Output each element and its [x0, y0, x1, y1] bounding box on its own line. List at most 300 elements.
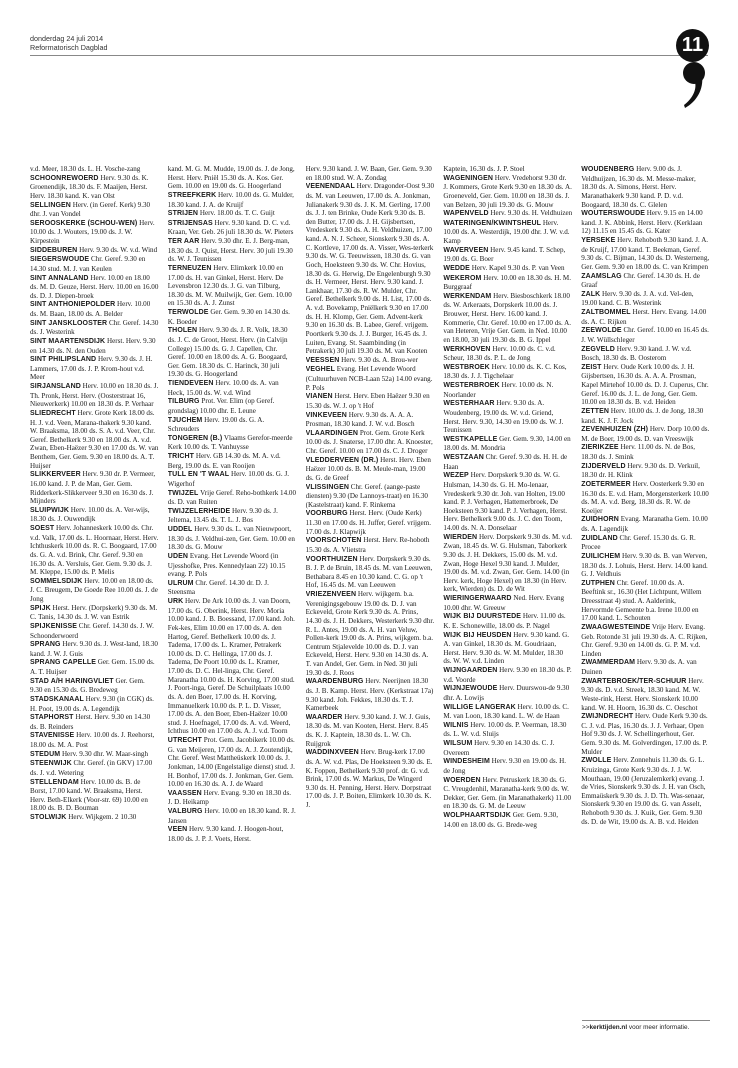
service-details: Herv. Evang. 9.30 en 18.30 ds. J. D. Heikamp: [167, 788, 292, 807]
service-details: Herst. Herv. Eben Haëzer 10.00 ds. B. M. Meule-man, 19.00 ds. G. de Greef: [305, 455, 431, 482]
service-entry: [443, 246, 572, 264]
place-name: WIJNJEWOUDE: [443, 685, 498, 693]
service-entry: [443, 345, 572, 363]
service-entry: [581, 290, 710, 308]
service-entry: [306, 429, 435, 456]
service-entry: [443, 757, 572, 775]
column-3: [306, 165, 435, 1027]
service-entry: [581, 623, 710, 659]
service-details: Herv. 9.30 ds. H. Veldhuizen: [490, 209, 573, 218]
service-details: Herv. De Ark 10.00 ds. J. van Doorn, 17.00 ds. G. Oberink, Herst. Herv. Moria 10.00 kand. J. B. Boessand, 17.00 kand. Joh. Fek-kes, Elim 10.00 en 17.00 ds. A. den Hartog, Geref. Bethelkerk 10.00 ds. J. Tadema, 17.00 ds. L. Kramer, Petrakerk 10.00 ds. D. C. Hellinga, 17.00 ds. J. Tadema, De Poort 10.00 ds. L. Kramer, 17.00 ds. D. C. Hel-linga, Chr. Geref. Maranatha 10.00 ds. H. Korving, 17.00 stud. J. Poort-inga, Geref. De Schuilplaats 10.00 ds. A. den Boer, 17.00 ds. H. Korving, Immanuelkerk 10.00 ds. P. L. D. Visser, 17.00 ds. A. den Boer, Eben-Haëzer 10.00 stud. J. Hoefnagel, 17.00 ds. A. v.d. Weerd, Ichthus 10.00 en 17.00 ds. A. J. v.d. Toorn: [167, 597, 295, 736]
place-name: WOUTERSWOUDE: [581, 210, 645, 218]
place-name: ZALK: [581, 290, 601, 298]
service-details: Herv. Biesboschkerk 18.00 ds. W. Arkeraats, Dorpskerk 10.00 ds. J. Brouwer, Herst. Herv. 16.00 kand. J. Kommerie, Chr. Geref. 10.00 en 17.00 ds. A. van Heteren, Vrije Ger. Gem. in Ned. 10.00 en 18.00, 30 juli 19.30 ds. B. G. Ippel: [443, 291, 572, 344]
service-details: Herv. 9.30 dr. P. Vermeer, 16.00 kand. J. P. de Man, Ger. Gem. Ridderkerk-Slikkerveer 9.30 en 16.30 ds. J. Mijnders: [30, 470, 156, 506]
service-entry: [30, 319, 159, 337]
service-details: Chr. Geref. 14.30 ds. J. W. Schoonderwoerd: [30, 621, 154, 640]
place-name: TULL EN 'T WAAL: [167, 471, 230, 479]
service-details: Herv. 9.30 ds. L. van Nieuwpoort, 18.30 ds. J. Veldhui-zen, Ger. Gem. 10.00 en 18.30 ds. G. Mouw: [167, 525, 295, 552]
service-entry: [581, 165, 710, 209]
service-entry: [30, 695, 159, 713]
service-details: Chr. Geref. 9.30 ds. H. H. de Haan: [443, 453, 568, 471]
service-entry: [30, 255, 159, 273]
service-details: Chr. Geref. 10.00 en 16.45 ds. J. W. Wüllschleger: [581, 326, 709, 344]
service-entry: [306, 748, 435, 809]
service-details: Vrije Geref. Reho-bothkerk 14.00 ds. D. van Ruiten: [167, 488, 297, 507]
service-entry: [306, 509, 435, 536]
service-entry: [443, 274, 572, 292]
place-name: VOORSCHOTEN: [305, 537, 362, 545]
place-name: WOERDEN: [443, 776, 481, 784]
service-entry: [30, 300, 159, 318]
service-details: Herv. 10.00 ds. A. Westerdijk, 19.00 dhr. J. W. v.d. Kamp: [443, 218, 570, 245]
service-entry: [306, 536, 435, 554]
place-name: STAPHORST: [30, 714, 74, 722]
place-name: VEEN: [167, 826, 188, 834]
service-details: Herv. Oosterkerk 9.30 en 16.30 ds. E. v.d. Ham, Morgensterkerk 10.00 ds. M. A. v.d. Berg, 18.30 ds. R. W. de Koeijer: [581, 479, 709, 515]
place-name: ZEEWOLDE: [581, 327, 622, 335]
service-entry: [168, 416, 297, 434]
column-5: [581, 165, 710, 1027]
service-details: Herv. 9.30 ds. A. Brou-wer: [341, 355, 418, 364]
column-4: [443, 165, 572, 1027]
service-entry: [581, 756, 710, 826]
service-details: Chr. Geref. (aange-paste diensten) 9.30 (De Lannoys-traat) en 16.30 (Kastelstraat) kand. F. Rinkema: [305, 482, 428, 509]
service-details: v.d. Meer, 18.30 ds. L. H. Vosche-zang: [30, 165, 141, 173]
place-name: ZWAMMERDAM: [581, 659, 636, 667]
service-entry: [30, 174, 159, 201]
place-name: VIANEN: [305, 393, 333, 401]
place-name: WESTZAAN: [443, 454, 484, 461]
service-entry: [306, 590, 435, 677]
service-details: Herv. 10.00 ds. J. de Jong, 18.30 kand. K. J. F. Jock: [581, 406, 704, 425]
service-details: Chr. Geref. 14.30 dr. D. J. Steensma: [167, 578, 269, 597]
service-details: Ger. Gem. 9.30, 14.00 en 18.00 ds. G. Brede-weg: [443, 811, 558, 829]
place-name: VLISSINGEN: [305, 483, 349, 491]
service-entry: [168, 219, 297, 237]
service-details: Herv. Rehoboth 9.30 kand. J. A. de Kruijf, 17.00 kand. T. Beekman, Geref. 9.30 ds. C. Bijman, 14.30 ds. D. Westerneng, Ger. Gem. 9.30 en 18.00 ds. C. van Krimpen: [581, 236, 710, 271]
place-name: ZWAAGWESTEINDE: [581, 623, 651, 631]
publication-name: Reformatorisch Dagblad: [30, 43, 108, 52]
service-entry: [306, 456, 435, 483]
service-details: kand. M. G. M. Mudde, 19.00 ds. J. de Jong, Herst. Herv. Pniël 15.30 ds. A. Kos. Ger. Gem. 10.00 en 19.00 ds. G. Hoogerland: [167, 165, 295, 191]
place-name: THOLEN: [167, 327, 198, 335]
service-details: Herv. 10.00 ds. J. Reehorst, 18.00 ds. M. A. Post: [30, 731, 155, 749]
service-entry: [581, 407, 710, 425]
service-details: Herv. 9.30 en 14.30 ds. C. J. Overeem: [443, 739, 555, 757]
service-entry: [306, 356, 435, 366]
service-details: Herv. 10.00 ds. A. Ver-wijs, 18.30 ds. J. Ouwendijk: [30, 505, 150, 524]
service-details: Ger. Gem. 15.00 ds. A. T. Huijser: [30, 658, 155, 676]
service-entry: [581, 712, 710, 756]
service-entry: [581, 326, 710, 344]
service-entry: [581, 462, 710, 480]
place-name: ZOETERMEER: [581, 480, 631, 488]
place-name: SOEST: [30, 525, 55, 532]
place-name: ZWIJNDRECHT: [581, 713, 634, 721]
place-name: SPRANG: [30, 641, 61, 649]
service-entry: [443, 399, 572, 435]
service-entry: [581, 480, 710, 516]
service-details: Herv. Neerijnen 18.30 ds. J. B. Kamp. Herst. Herv. (Kerkstraat 17a) 9.30 kand. Joh. Fekkes, 18.30 ds. T. J. Kamerbeek: [305, 677, 434, 713]
service-details: Herv. 9.30 ds. J. A. v.d. Vel-den, 19.00 kand. C. B. Westerink: [581, 289, 694, 308]
service-entry: [581, 658, 710, 676]
service-entry: [168, 825, 297, 843]
place-name: STRIJEN: [167, 210, 199, 218]
service-entry: [443, 684, 572, 702]
place-name: WERKENDAM: [443, 292, 492, 300]
service-entry: [168, 579, 297, 597]
place-name: ZUILICHEM: [581, 552, 621, 560]
place-name: WIJNGAARDEN: [443, 667, 498, 674]
service-entry: [30, 778, 159, 814]
footer-prefix: >>: [582, 1024, 590, 1031]
service-details: Herv. 9.30 ds. A. Woudenberg, 19.00 ds. W. v.d. Griend, Herst. Herv. 9.30, 14.30 en 19.00 ds. W. J. Teunissen: [443, 399, 564, 435]
place-name: WAPENVELD: [443, 210, 489, 218]
place-name: SEROOSKERKE (SCHOU-WEN): [30, 219, 138, 227]
service-entry: [30, 677, 159, 695]
service-details: Herv. 10.00 ds. P. Veerman, 18.30 ds. L. W. v.d. Sluijs: [443, 720, 567, 739]
place-name: UDEN: [167, 552, 189, 560]
service-entry: [168, 379, 297, 397]
service-details: Ger. Gem. 9.30 en 14.30 ds. K. Boeder: [167, 308, 290, 326]
service-entry: [168, 308, 297, 326]
place-name: ZETTEN: [581, 407, 610, 415]
service-details: Herv. 10.00 ds. C. M. van Loon, 18.30 kand. L. W. de Haan: [443, 702, 569, 721]
place-name: TWIJZEL: [167, 489, 199, 497]
place-name: ZWARTEBROEK/TER-SCHUUR: [581, 677, 687, 685]
place-name: VEENENDAAL: [305, 183, 355, 191]
service-entry: [168, 264, 297, 308]
place-name: WAVERVEEN: [443, 246, 489, 254]
place-name: UTRECHT: [167, 737, 202, 744]
place-name: SIRJANSLAND: [30, 383, 81, 390]
place-name: SLIEDRECHT: [30, 409, 76, 417]
service-entry: [168, 470, 297, 488]
service-details: Ger. Gem. 9.30 en 15.30 ds. G. Bredeweg: [30, 676, 145, 695]
service-details: Herv. Kapel 9.30 ds. P. van Veen: [471, 263, 565, 272]
place-name: WEDDE: [443, 264, 470, 272]
service-entry: [581, 363, 710, 407]
service-details: Herv. 10.00 ds. A. van Heck, 15.00 ds. W. v.d. Wind: [167, 379, 279, 397]
service-entry: [30, 274, 159, 301]
place-name: SINT ANNALAND: [30, 274, 89, 282]
place-name: VLEDDERVEEN (DR.): [305, 456, 379, 464]
service-entry: [168, 736, 297, 789]
service-entry: [443, 594, 572, 612]
service-details: Herv. 10.00 ds. G. Mulder, 18.30 kand. J. A. de Kruijf: [167, 190, 294, 209]
place-name: SIEGERSWOUDE: [30, 256, 90, 264]
service-entry: [443, 739, 572, 757]
service-entry: [306, 165, 435, 182]
service-details: Herv. GB 14.30 ds. M. A. v.d. Berg, 19.00 ds. E. van Rooijen: [167, 452, 281, 470]
service-entry: [443, 471, 572, 532]
service-details: Herv. Dorp 10.00 ds. M. de Boer, 19.00 ds. D. van Vreeswijk: [581, 425, 710, 443]
service-details: Herv. 10.00 ds. G. J. Wigerhof: [167, 470, 290, 488]
service-details: Herv. 9.30 dhr. W. Maar-singh: [61, 749, 149, 758]
service-details: Herst. Herv. 9.30 en 14.30 ds. N. den Ouden: [30, 336, 156, 355]
service-details: Herv. Oude Kerk 10.00 ds. J. H. Gijsbertsen, 16.30 ds. A. A. A. Prosman, Kapel Mirtehof 10.00 ds. D. J. Cuperus, Chr. Geref. 16.00 ds. J. L. de Jong, Ger. Gem. 10.00 en 18.30 ds. B. v.d. Heiden: [581, 362, 709, 407]
place-name: WILSUM: [443, 740, 473, 747]
service-entry: [168, 237, 297, 264]
service-details: Herv. 9.30 kand. J. W. Baan, Ger. Gem. 9.30 en 18.00 stud. W. A. Zondag: [305, 165, 432, 182]
place-name: SOMMELSDIJK: [30, 577, 83, 585]
service-entry: [168, 434, 297, 452]
service-details: Evang. Het Levende Woord (Cultuurhuven NCB-Laan 52a) 14.00 evang. P. Pols: [305, 365, 433, 392]
issue-date: donderdag 24 juli 2014: [30, 34, 104, 43]
service-details: Herv. 9.45 kand. T. Schep, 19.00 ds. G. Boer: [443, 245, 566, 264]
service-entry: [581, 534, 710, 552]
place-name: VOORTHUIZEN: [305, 555, 358, 563]
place-name: SPIJKENISSE: [30, 622, 78, 630]
page-header: [30, 34, 108, 52]
service-details: Herv. 9.30 ds. W. v.d. Wind: [79, 245, 158, 254]
service-entry: [30, 165, 159, 174]
place-name: SPIJK: [30, 604, 51, 612]
service-entry: [30, 219, 159, 246]
service-entry: [443, 776, 572, 812]
service-details: Herv. 10.00 en 18.00 ds. J. C. Breugem, De Goede Ree 10.00 ds. J. de Jong: [30, 576, 158, 603]
service-details: Herv. Dragonder-Oost 9.30 ds. M. van Leeuwen, 17.00 ds. A. Jonkman, Julianakerk 9.30 ds. J. K. M. Gerling, 17.00 ds. J. J. ten Brinke, Oude Kerk 9.30 ds. B. den Butter, 17.00 ds. J. H. Gijsbertsen, Vredeskerk 9.30 ds. A. H. Veldhuizen, 17.00 kand. A. N. J. Scheer, Sionskerk 9.30 ds. A. C. Kortleve, 17.00 ds. A. Visser, Wes-terkerk 9.30 ds. W. G. Teeuwissen, 18.30 ds. G. van Goch, Hoeksteen 9.30 ds. W. Chr. Hovius, 18.30 ds. G. Herwig, De Engelenburgh 9.30 ds. H. Vermeer, Herst. Herv. 9.30 kand. J. Lankhaar, 17.30 ds. R. W. Mulder, Chr. Geref. Bethelkerk 9.00 ds. H. List, 17.00 ds. A. v.d. Bovekamp, Pniëlkerk 9.30 en 17.00 ds. H. H. Klomp, Ger. Gem. Advent-kerk 9.30 en 16.30 ds. B. Labee, Geref. vrijgem. Poortkerk 9.30 ds. J. J. Burger, 16.45 ds. J. Luiten, Evang. St. Saambinding (in Petrakerk) 30 juli 19.30 ds. M. van Kooten: [305, 182, 435, 356]
footer-note: [582, 1024, 689, 1031]
service-details: Herv. 9.30 ds. B. van Werven, 18.30 ds. J. Lohuis, Herst. Herv. 14.00 kand. G. J. Veldhuis: [581, 551, 708, 579]
service-details: Herst. Herv. (Oude Kerk) 11.30 en 17.00 ds. H. Juffer, Geref. vrijgem. 17.00 ds. J. Klapwijk: [305, 509, 431, 536]
place-name: ZEVENHUIZEN (ZH): [581, 426, 649, 434]
place-name: VEGHEL: [305, 366, 335, 374]
footer-suffix: voor meer informatie.: [627, 1024, 690, 1031]
service-entry: [443, 219, 572, 246]
service-entry: [30, 604, 159, 622]
place-name: WAGENINGEN: [443, 174, 494, 182]
service-entry: [581, 209, 710, 236]
service-entry: [168, 191, 297, 209]
service-details: Herst. Herv. Evang. 14.00 ds. A. C. Rijken: [581, 308, 707, 326]
service-entry: [443, 453, 572, 471]
service-entry: [306, 555, 435, 591]
service-details: Chr. Geref. 9.30 en 14.30 stud. M. J. van Keulen: [30, 255, 146, 273]
service-entry: [443, 533, 572, 594]
service-details: Herv. 9.30 kand. D. C. v.d. Kraan, Ver. Geb. 26 juli 18.30 ds. W. Pieters: [167, 218, 294, 237]
service-details: Evang. Het Levende Woord (in Ujesshofke, Pres. Kennedylaan 22) 10.15 evang. P. Pols: [167, 551, 286, 579]
service-details: Herst. Herv. (Dorpskerk) 9.30 ds. M. C. Tanis, 14.30 ds. J. W. van Estrik: [30, 603, 158, 622]
service-details: Herv. Duurswou-de 9.30 dhr. A. Lowijs: [443, 684, 570, 702]
footer-rule: [582, 1020, 710, 1021]
service-details: Herv. 9.30 en 19.00 ds. H. de Jong: [443, 757, 567, 775]
service-entry: [443, 264, 572, 274]
service-entry: [443, 703, 572, 721]
service-details: Herv. 10.00 ds. J. Wouters, 19.00 ds. J. W. Kirpestein: [30, 218, 155, 245]
place-name: WATERINGEN/KWINTSHEUL: [443, 219, 542, 227]
service-entry: [30, 409, 159, 470]
service-entry: [168, 452, 297, 470]
service-details: Prot. Gem. Jacobikerk 10.00 ds. G. van Meijeren, 17.00 ds. A. J. Zoutendijk, Chr. Geref. West Mattheüskerk 10.00 ds. J. Jonkman, 14.00 (Engelstalige dienst) stud. J. H. Bonhof, 17.00 ds. J. Jonkman, Ger. Gem. 10.00 en 16.30 ds. A. J. de Waard: [167, 736, 295, 789]
service-details: Herv. Brug-kerk 17.00 ds. A. W. v.d. Plas, De Hoeksteen 9.30 ds. E. K. Foppen, Bethelkerk 9.30 prof. dr. G. v.d. Brink, 17.00 ds. W. Markus, De Wingerd 9.30 ds. H. Penning, Herst. Herv. Dorpstraat 17.00 ds. J. P. Boiten, Elimkerk 10.30 ds. K. J.: [305, 748, 433, 809]
service-entry: [30, 524, 159, 577]
service-entry: [30, 577, 159, 604]
service-details: Evang. Maranatha Gem. 10.00 ds. A. Lagendijk: [581, 515, 708, 533]
service-entry: [30, 337, 159, 355]
service-details: Chr. Geref. 14.30 ds. H. de Graaf: [581, 271, 700, 290]
service-details: Prot. Ver. Elim (op Geref. grondslag) 10.00 dhr. E. Leune: [167, 397, 275, 415]
service-entry: [581, 425, 710, 443]
service-details: Herv. 9.30 kand. J. W. v.d. Bosch, 18.30 ds. B. Oosterom: [581, 344, 692, 363]
place-name: WOUDENBERG: [581, 166, 635, 173]
place-name: STAVENISSE: [30, 732, 75, 740]
place-name: WEZEP: [443, 472, 469, 480]
place-name: STEENWIJK: [30, 760, 72, 768]
place-name: ZUIDLAND: [581, 534, 618, 542]
service-details: Herv. 10.00 ds. B. de Borst, 17.00 kand. W. Braaksma, Herst. Herv. Beth-Elkerk (Voor-str. 69) 10.00 en 18.00 ds. B. D. Bouman: [30, 777, 148, 813]
service-details: Herst. Herv. 9.30 en 14.30 ds. B. Reinders: [30, 713, 151, 731]
place-name: ULRUM: [167, 579, 194, 587]
place-name: WESTBROEK: [443, 363, 490, 371]
service-entry: [581, 345, 710, 363]
service-entry: [443, 612, 572, 630]
service-details: Herv. Vredehorst 9.30 dr. J. Kommers, Grote Kerk 9.30 en 18.30 ds. A. Groeneveld, Ger. Gem. 10.00 en 18.30 ds. J. van Belzen, 30 juli 19.30 ds. G. Mouw: [443, 173, 572, 209]
service-entry: [581, 272, 710, 290]
service-entry: [443, 666, 572, 684]
place-name: SLIKKERVEER: [30, 471, 81, 479]
service-entry: [168, 489, 297, 507]
service-details: Herv. 10.00 en 18.30 ds. J. Th. Pronk, Herst. Herv. (Oosterstraat 16, Nieuwerkerk) 10.00 en 18.30 ds. P. Verhaar: [30, 382, 159, 409]
service-entry: [168, 209, 297, 219]
service-details: Herv. Johanneskerk 10.00 ds. Chr. v.d. Valk, 17.00 ds. L. Hoornaar, Herst. Herv. Ichthuskerk 10.00 ds. R. C. Boogaard, 17.00 ds. G. A. v.d. Brink, Chr. Geref. 9.30 en 16.30 ds. A. Versluis, Ger. Gem. 9.30 ds. J. M. Kleppe, 15.00 ds. P. Melis: [30, 524, 159, 577]
service-entry: [443, 381, 572, 399]
service-entry: [581, 579, 710, 623]
service-entry: [581, 308, 710, 326]
service-entry: [443, 165, 572, 174]
place-name: YERSEKE: [581, 237, 616, 244]
place-name: TWIJZELERHEIDE: [167, 507, 231, 515]
service-entry: [30, 355, 159, 382]
service-entry: [581, 677, 710, 713]
place-name: VEESSEN: [305, 356, 340, 364]
service-details: Herv. 10.00 en 18.30 kand. R. J. Jansen: [167, 807, 296, 825]
place-name: WADDINXVEEN: [305, 749, 359, 757]
service-details: Herv. 9.30 ds. J. H. Lammers, 17.00 ds. J. P. Krom-hout v.d. Meer: [30, 355, 153, 382]
service-details: Herv. Zonnehuis 11.30 ds. G. L. Kruizinga, Grote Kerk 9.30 ds. J. J. W. Mouthaan, 19.00 (Jeruzalemkerk) evang. J. de Vries, Sionskerk 9.30 ds. J. H. van Osch, Emmaüskerk 9.30 ds. J. D. Th. Was-senaar, Sionskerk 9.30 en 19.00 ds. G. van Asselt, Rehoboth 9.30 ds. J. Kuik, Ger. Gem. 9.30 ds. D. de Wit, 19.00 ds. A. B. v.d. Heiden: [581, 756, 706, 826]
place-name: SCHOONREWOERD: [30, 174, 99, 182]
service-details: Herv. Grote Kerk 18.00 ds. H. J. v.d. Veen, Marana-thakerk 9.30 kand. W. Braaksma, 18.00 ds. S. A. v.d. Veer, Chr. Geref. Bethelkerk 9.30 en 18.00 ds. A. v.d. Zwan, Eben-Haëzer 9.30 en 17.00 ds. W. van Benthem, Ger. Gem. 9.30 en 18.00 ds. A. T. Huijser: [30, 408, 159, 470]
service-entry: [168, 525, 297, 552]
place-name: TER AAR: [167, 238, 200, 245]
service-details: Herv. 9.30 ds. K. Groenendijk, 18.30 ds. F. Maaijen, Herst. Herv. 18.30 kand. K. van Olst: [30, 173, 149, 200]
service-details: Herv. 10.00 en 18.00 ds. M. D. Geuze, Herst. Herv. 10.00 en 16.00 ds. D. J. Diepen-broek: [30, 273, 159, 300]
service-details: Herv. 9.30 dhr. E. J. Berg-man, 18.30 ds. J. Quist, Herst. Herv. 30 juli 19.30 ds. W. J. Teunissen: [167, 237, 293, 264]
place-name: ZWOLLE: [581, 757, 612, 765]
service-details: Herv. 10.00 ds. C. v.d. Scheur, 18.30 ds. P. L. de Jong: [443, 344, 556, 363]
service-entry: [168, 807, 297, 825]
service-entry: [581, 236, 710, 272]
service-details: Herv. 9.30 ds. A. A. A. Prosman, 18.30 kand. J. W. v.d. Bosch: [305, 410, 415, 429]
service-entry: [168, 789, 297, 807]
service-details: Herv. wijkgem. b.a. Verenigingsgebouw 19.00 ds. D. J. van Eckeveld, Grote Kerk 9.30 ds. A. Prins, 14.30 ds. J. H. Dekkers, Westerkerk 9.30 dhr. R. L. Antes, 19.00 ds. A. H. van Veluw, Pollen-kerk 19.00 ds. A. Prins, wijkgem. b.a. Centrum Stjalevelde 10.00 ds. D. J. van Eckeveld, Herst. Herv. 9.30 en 14.30 ds. A. T. van Andel, Ger. Gem. in Ned. 30 juli 19.30 ds. J. Roos: [305, 590, 435, 677]
place-name: UDDEL: [167, 526, 193, 533]
place-name: URK: [167, 598, 184, 605]
service-details: Herv. 11.00 ds. K. E. Schonewille, 18.00 ds. P. Nagel: [443, 612, 566, 630]
service-entry: [306, 182, 435, 356]
service-details: Herv. 9.30 kand. G. A. van Ginkel, 18.30 ds. M. Goudriaan, Herst. Herv. 9.30 ds. W. M. Mulder, 18.30 ds. W. W. v.d. Linden: [443, 630, 569, 666]
service-details: Herv. 9.30 kand. J. W. J. Guis, 18.30 ds. M. van Kooten, Herst. Herv. 8.45 ds. K. J. Kaptein, 18.30 ds. L. W. Ch. Ruijgrok: [305, 712, 431, 748]
place-name: WIJK BIJ DUURSTEDE: [443, 613, 522, 621]
place-name: VLAARDINGEN: [305, 429, 359, 437]
place-name: ZEGVELD: [581, 345, 615, 353]
service-details: Herv. 19.00 ds. G. A. Schreuders: [167, 415, 265, 434]
service-entry: [30, 813, 159, 823]
service-entry: [443, 174, 572, 210]
service-details: Herv. 9.30 kand. J. Hoogen-hout, 18.00 ds. J. P. J. Voets, Herst.: [167, 825, 284, 843]
place-name: TERNEUZEN: [167, 264, 212, 272]
place-name: TJUCHEM: [167, 416, 203, 424]
place-name: WIERINGERWAARD: [443, 595, 512, 602]
place-name: SINT MAARTENSDIJK: [30, 337, 106, 345]
service-details: Herv. 9.30 en 18.30 ds. P. v.d. Voorde: [443, 666, 572, 684]
place-name: TONGEREN (B.): [167, 434, 223, 442]
place-name: STOLWIJK: [30, 814, 67, 821]
service-entry: [168, 507, 297, 525]
place-name: SINT PHILIPSLAND: [30, 356, 97, 364]
place-name: ZIJDERVELD: [581, 462, 626, 470]
service-details: Chr. Geref. 14.30 ds. J. Westerink: [30, 318, 159, 337]
service-details: Herv. 18.00 ds. T. C. Guijt: [199, 209, 275, 218]
place-name: ZEIST: [581, 363, 602, 371]
service-entry: [168, 397, 297, 415]
service-details: Herv. 10.00 ds. M. Baan, 18.00 ds. A. Belder: [30, 300, 151, 318]
service-entry: [443, 363, 572, 381]
service-entry: [30, 658, 159, 676]
kerktijden-link[interactable]: kerktijden.nl: [589, 1024, 628, 1031]
service-details: Herv. 9.30 ds. J. West-land, 18.30 kand. J. W. J. Guis: [30, 640, 158, 658]
service-entry: [306, 677, 435, 713]
service-entry: [306, 411, 435, 429]
place-name: ZUIDHORN: [581, 516, 619, 524]
service-details: Herv. Dorpskerk 9.30 ds. W. G. Hulsman, 14.30 ds. G. H. Mo-lenaar, Vredeskerk 9.30 dr. Joh. van Holten, 19.00 kand. P. J. Verhagen, Hattemerbroek, De Hoeksteen 9.30 kand. P. J. Verhagen, Herst. Herv. Bethelkerk 9.00 ds. J. C. den Toom, 14.00 ds. N. A. Donselaar: [443, 471, 567, 532]
service-details: Herv. 9.15 en 14.00 kand. J. K. Abbink, Herst. Herv. (Kerklaan 12) 11.15 en 15.45 ds. G. Kater: [581, 209, 703, 236]
service-details: Herv. 9.30 ds. J. Jeltema, 13.45 ds. T. L. J. Bos: [167, 506, 278, 525]
place-name: TRICHT: [167, 453, 195, 460]
service-entry: [30, 201, 159, 219]
place-name: ZALTBOMMEL: [581, 309, 631, 316]
place-name: WIERDEN: [443, 533, 478, 541]
service-entry: [30, 506, 159, 524]
service-details: Herv. Elimkerk 10.00 en 17.00 ds. H. van Ginkel, Herst. Herv. De Levensbron 12.30 ds. J. G. van Tilburg, 18.30 ds. M. W. Muilwijk, Ger. Gem. 10.00 en 15.30 ds. A. J. Zunst: [167, 263, 292, 308]
service-entry: [581, 443, 710, 461]
service-entry: [306, 365, 435, 392]
service-details: Herv. 9.30 ds. D. Verkuil, 18.30 dr. H. Klink: [581, 461, 700, 480]
place-name: SPRANG CAPELLE: [30, 659, 96, 667]
service-details: Herv. 10.00 ds. K. C. Kos, 18.30 ds. J. J. Tigchelaar: [443, 362, 567, 381]
place-name: WOLPHAARTSDIJK: [443, 812, 511, 819]
service-entry: [443, 292, 572, 345]
place-name: SINT ANTHONIEPOLDER: [30, 301, 116, 309]
place-name: WESTERBROEK: [443, 382, 500, 389]
place-name: WAARDER: [305, 713, 343, 721]
place-name: ZAAMSLAG: [581, 272, 622, 280]
place-name: STREEFKERK: [167, 191, 217, 199]
place-name: STAD A/H HARINGVLIET: [30, 677, 114, 685]
place-name: ZUTPHEN: [581, 579, 615, 587]
service-details: Herv. 9.30 (in CGK) ds. H. Poot, 19.00 ds. A. Legendijk: [30, 694, 154, 713]
place-name: WILNIS: [443, 721, 469, 729]
service-entry: [30, 759, 159, 777]
service-details: Vrije Herv. Evang. Geb. Rotonde 31 juli 19.30 ds. A. C. Rijken, Chr. Geref. 9.30 en 14.00 ds. G. P. M. v.d. Linden: [581, 622, 708, 658]
column-2: [168, 165, 297, 1027]
service-entry: [30, 622, 159, 640]
place-name: SINT JANSKLOOSTER: [30, 319, 108, 327]
header-rule: [30, 55, 708, 56]
service-entry: [443, 631, 572, 667]
service-entry: [581, 515, 710, 533]
